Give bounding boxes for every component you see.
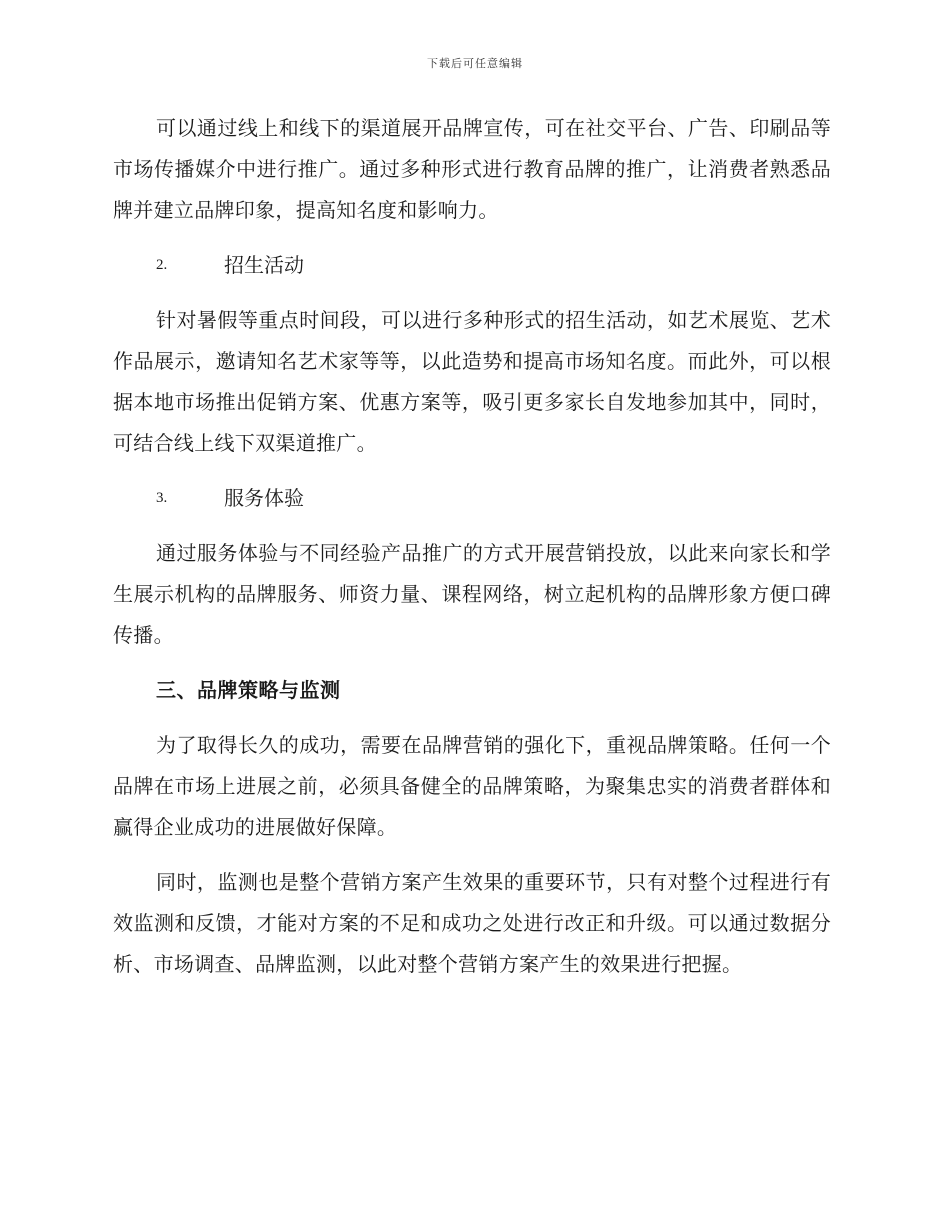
paragraph-monitoring: 同时，监测也是整个营销方案产生效果的重要环节，只有对整个过程进行有效监测和反馈，才能对方案的不足和成功之处进行改正和升级。可以通过数据分析、市场调查、品牌监测，以此对整个营销方案产生的效果进行把握。 [113, 870, 831, 976]
paragraph-brand-promotion: 可以通过线上和线下的渠道展开品牌宣传，可在社交平台、广告、印刷品等市场传播媒介中进行推广。通过多种形式进行教育品牌的推广，让消费者熟悉品牌并建立品牌印象，提高知名度和影响力。 [113, 116, 831, 222]
item-heading-service [113, 478, 831, 519]
item-number: 3. [156, 490, 168, 506]
paragraph-brand-strategy: 为了取得长久的成功，需要在品牌营销的强化下，重视品牌策略。任何一个品牌在市场上进展之前，必须具备健全的品牌策略，为聚集忠实的消费者群体和赢得企业成功的进展做好保障。 [113, 733, 831, 839]
paragraph-enrollment: 针对暑假等重点时间段，可以进行多种形式的招生活动，如艺术展览、艺术作品展示，邀请知名艺术家等等，以此造势和提高市场知名度。而此外，可以根据本地市场推出促销方案、优惠方案等，吸引更多家长自发地参加其中，同时，可结合线上线下双渠道推广。 [113, 308, 831, 455]
section-heading: 三、品牌策略与监测 [156, 678, 341, 702]
item-title: 招生活动 [224, 253, 304, 277]
item-number: 2. [156, 257, 168, 273]
item-title: 服务体验 [224, 486, 304, 510]
paragraph-service: 通过服务体验与不同经验产品推广的方式开展营销投放，以此来向家长和学生展示机构的品牌服务、师资力量、课程网络，树立起机构的品牌形象方便口碑传播。 [113, 541, 831, 647]
item-heading-enrollment [113, 245, 831, 286]
document-body [113, 108, 831, 985]
header-note: 下载后可任意编辑 [427, 57, 523, 70]
